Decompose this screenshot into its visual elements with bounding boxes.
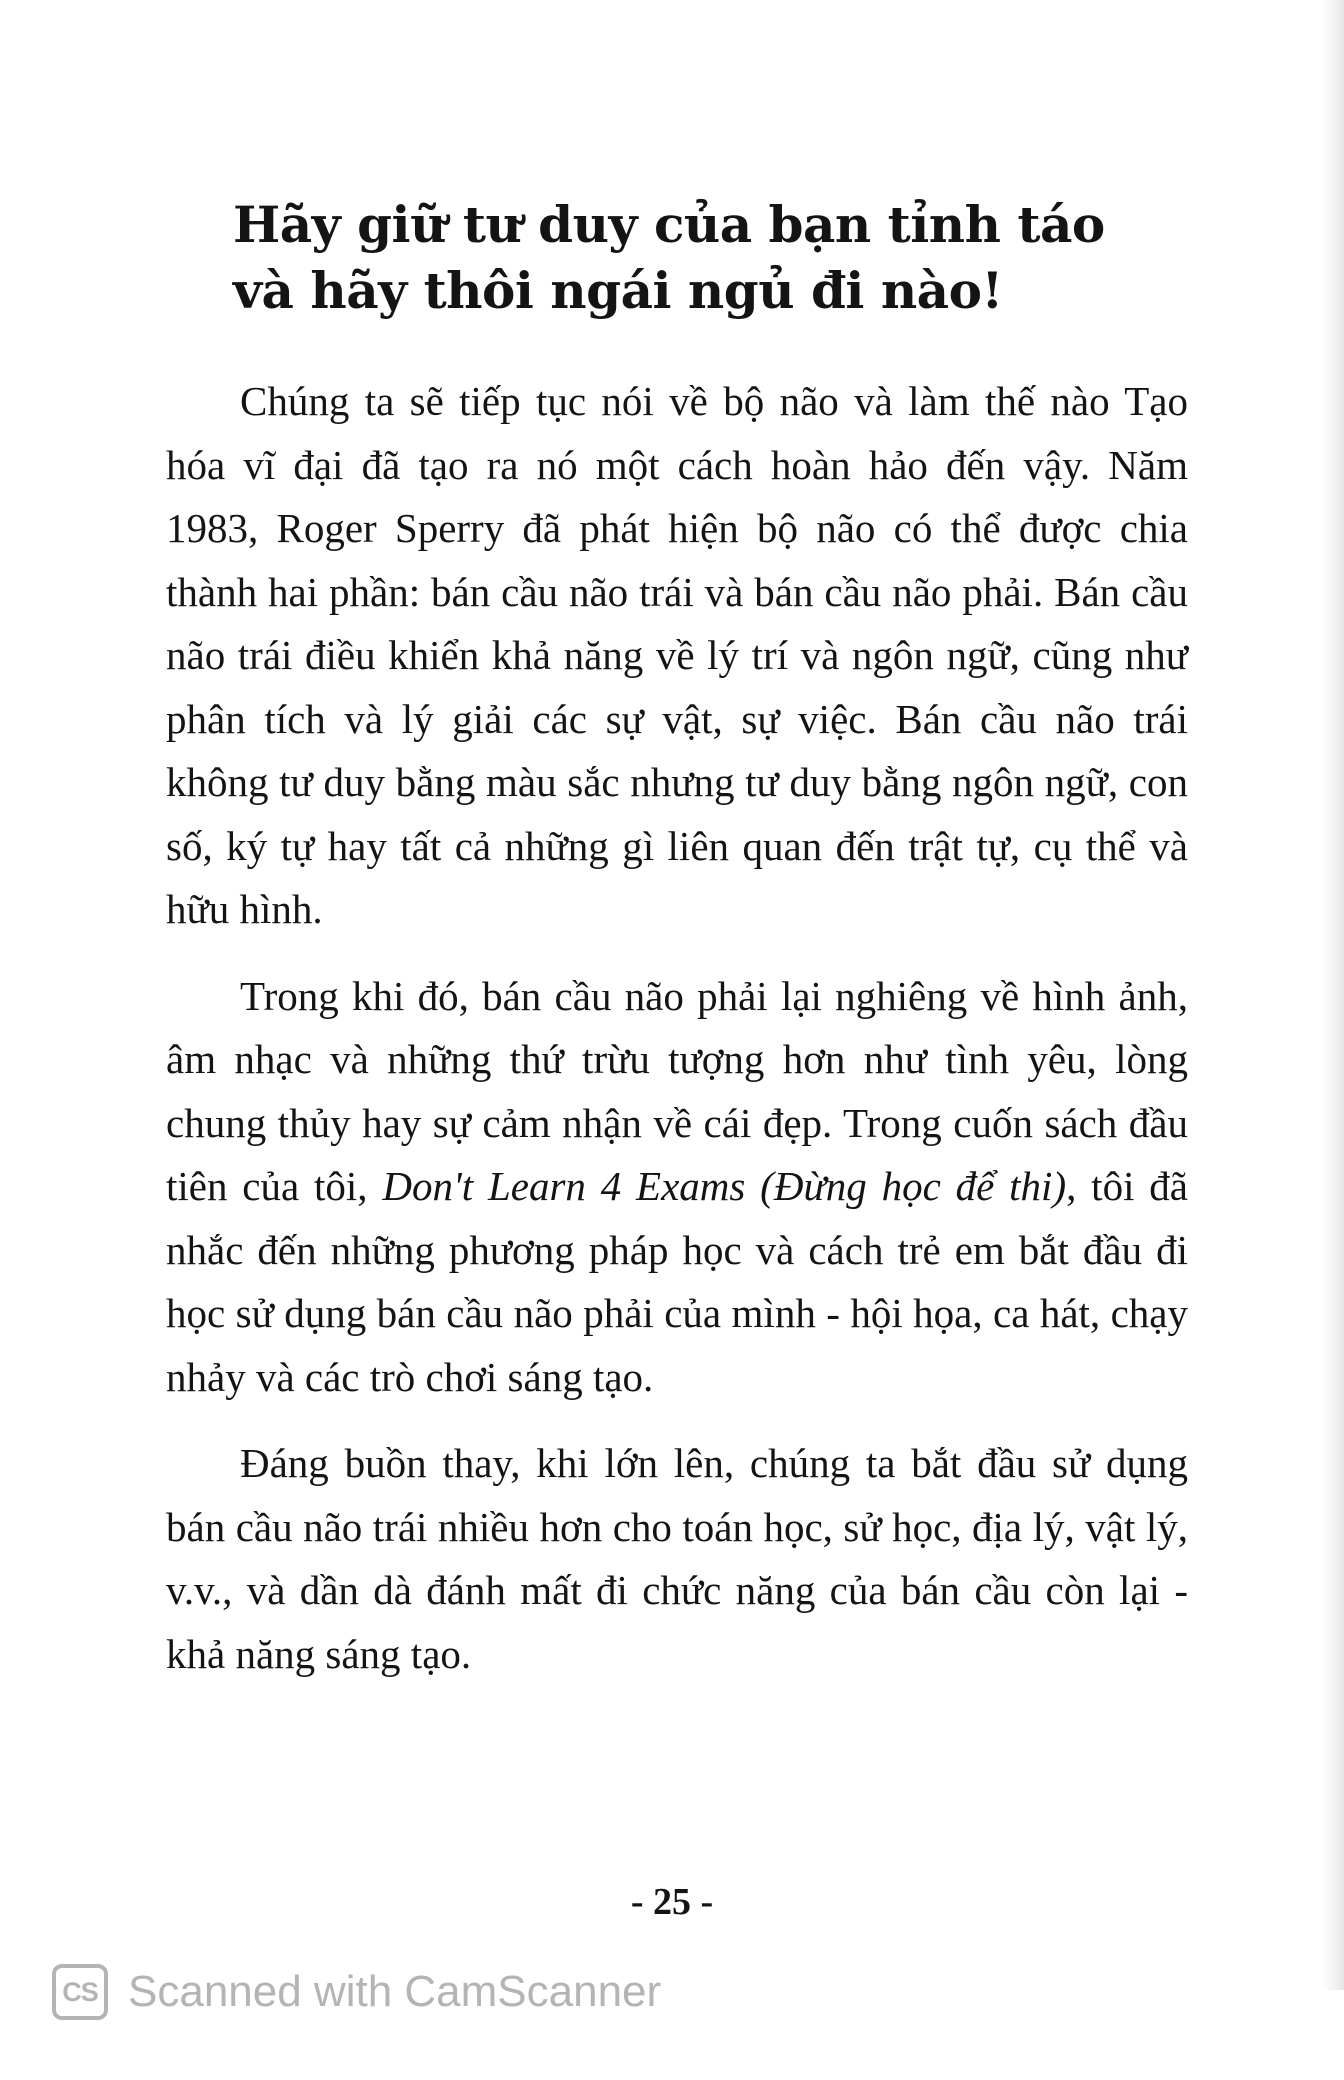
paragraph-1: Chúng ta sẽ tiếp tục nói về bộ não và làm thế nào Tạo hóa vĩ đại đã tạo ra nó một cách hoàn hảo đến vậy. Năm 1983, Roger Sperry đã phát hiện bộ não có thể được chia thành hai phần: bán cầu não trái và bán cầu não phải. Bán cầu não trái điều khiển khả năng về lý trí và ngôn ngữ, cũng như phân tích và lý giải các sự vật, sự việc. Bán cầu não trái không tư duy bằng màu sắc nhưng tư duy bằng ngôn ngữ, con số, ký tự hay tất cả những gì liên quan đến trật tự, cụ thể và hữu hình. [166,378,1188,932]
paragraph-2-text-after: , tôi đã nhắc đến những phương pháp học và cách trẻ em bắt đầu đi học sử dụng bán cầu não phải của mình - hội họa, ca hát, chạy nhảy và các trò chơi sáng tạo. [166,1163,1188,1400]
heading-line-1: Hãy giữ tư duy của bạn tỉnh táo [233,195,1105,254]
paragraph-2-text-before: Trong khi đó, bán cầu não phải lại nghiêng về hình ảnh, âm nhạc và những thứ trừu tượng hơn như tình yêu, lòng chung thủy hay sự cảm nhận về cái đẹp. Trong cuốn sách đầu tiên của tôi, [166,972,1188,1209]
paragraph-3: Đáng buồn thay, khi lớn lên, chúng ta bắt đầu sử dụng bán cầu não trái nhiều hơn cho toán học, sử học, địa lý, vật lý, v.v., và dần dà đánh mất đi chức năng của bán cầu còn lại - khả năng sáng tạo. [166,1440,1188,1677]
page-edge-shadow [1322,0,1344,1990]
camscanner-logo-icon: CS [52,1964,108,2020]
page-number: - 25 - [630,1881,714,1923]
heading-line-2: và hãy thôi ngái ngủ đi nào! [233,261,1003,320]
book-title-italic: Don't Learn 4 Exams (Đừng học để thi) [382,1163,1067,1209]
page-content [166,192,1188,1709]
camscanner-watermark [52,1960,661,2024]
watermark-text: Scanned with CamScanner [128,1967,662,2016]
paragraph-2 [166,965,1188,1410]
section-heading [233,192,1188,324]
